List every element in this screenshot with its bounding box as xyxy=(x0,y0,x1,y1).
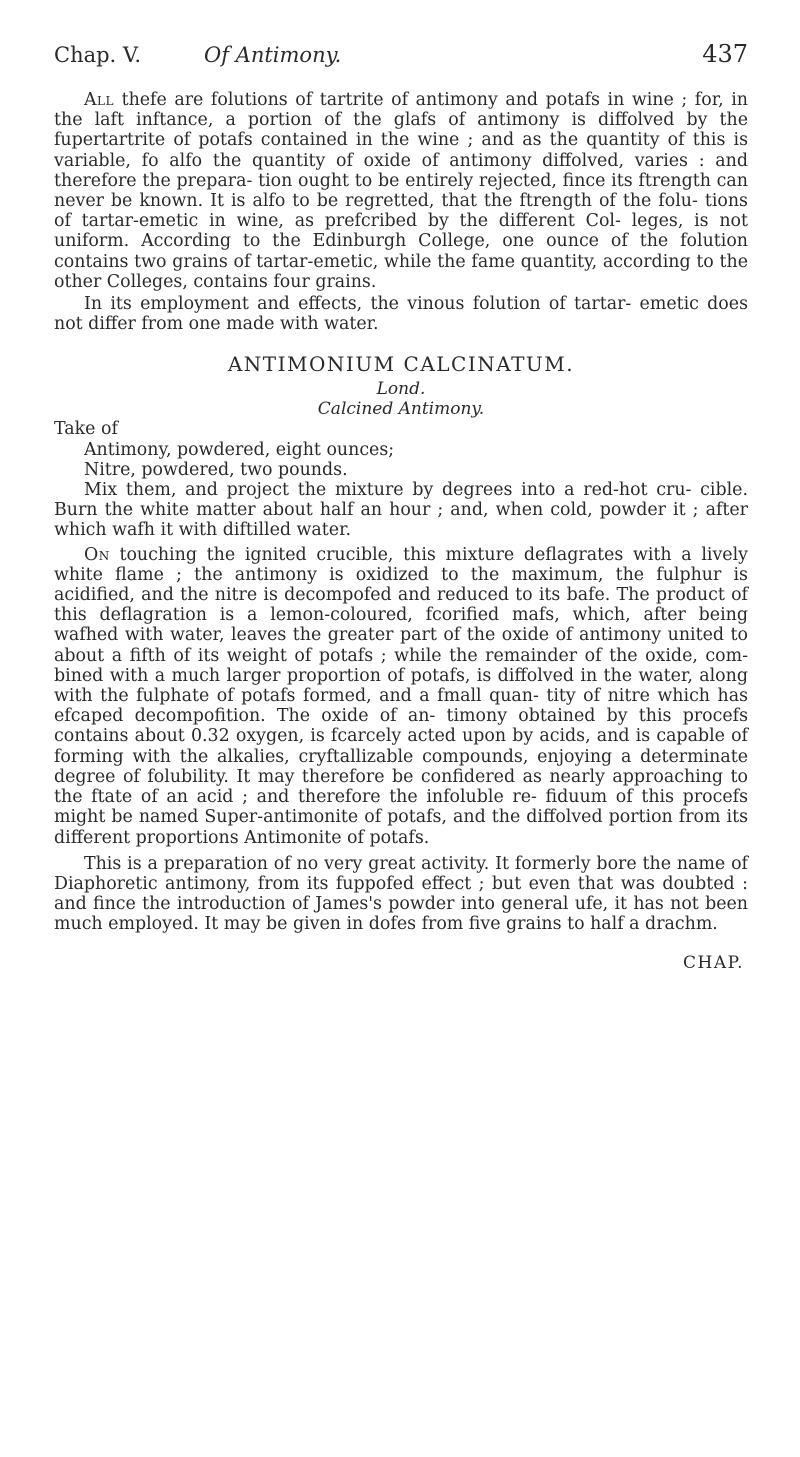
english-name: Calcined Antimony. xyxy=(317,399,485,420)
paragraph-directions: Mix them, and project the mixture by degrees into a red-hot cru- cible. Burn the white matter about half an hour ; and, when cold, powder it ; after which wafh it with diftilled water. xyxy=(54,480,748,541)
paragraph-employment: In its employment and effects, the vinous folution of tartar- emetic does not differ from one made with water. xyxy=(54,294,748,335)
paragraph-preparation-use: This is a preparation of no very great activity. It formerly bore the name of Diaphoretic antimony, from its fuppofed effect ; but even that was doubted : and fince the introduction of James's powder into general ufe, it has not been much employed. It may be given in dofes from five grains to half a drachm. xyxy=(54,853,748,935)
take-of-label: Take of xyxy=(54,419,118,440)
section-heading: ANTIMONIUM CALCINATUM. xyxy=(227,352,575,377)
paragraph-body: thefe are folutions of tartrite of antimony and potafs in wine ; for, in the laft inftance, a portion of the glafs of antimony is diffolved by the fupertartrite of potafs contained in the wine ; and as the quantity of this is variable, fo alfo the quantity of oxide of antimony diffolved, varies : and therefore the prepara- tion ought to be entirely rejected, fince its ftrength can never be known. It is alfo to be regretted, that the ftrength of the folu- tions of tartar-emetic in wine, as prefcribed by the different Col- leges, is not uniform. According to the Edinburgh College, one ounce of the folution contains two grains of tartar-emetic, while the fame quantity, according to the other Colleges, contains four grains. xyxy=(54,90,748,292)
paragraph-wine-solutions xyxy=(54,90,748,292)
pharmacopoeia-source: Lond. xyxy=(376,379,426,400)
paragraph-body: touching the ignited crucible, this mixture deflagrates with a lively white flame ; the antimony is oxidized to the maximum, the fulphur is acidified, and the nitre is decompofed and reduced to its bafe. The product of this deflagration is a lemon-coloured, fcorified mafs, which, after being wafhed with water, leaves the greater part of the oxide of antimony united to about a fifth of its weight of potafs ; while the remainder of the oxide, com- bined with a much larger proportion of potafs, is diffolved in the water, along with the fulphate of potafs formed, and a fmall quan- tity of nitre which has efcaped decompofition. The oxide of an- timony obtained by this procefs contains about 0.32 oxygen, is fcarcely acted upon by acids, and is capable of forming with the alkalies, cryftallizable compounds, enjoying a determinate degree of folubility. It may therefore be confidered as nearly approaching to the ftate of an acid ; and therefore the infoluble re- fiduum of this procefs might be named Super-antimonite of potafs, and the diffolved portion from its different proportions Antimonite of potafs. xyxy=(54,544,748,848)
paragraph-lead-word: On xyxy=(84,544,110,565)
running-head xyxy=(54,32,748,68)
chapter-label: Chap. V. xyxy=(54,43,142,67)
page-number: 437 xyxy=(702,40,748,68)
paragraph-deflagration xyxy=(54,545,748,848)
ingredient-antimony: Antimony, powdered, eight ounces; xyxy=(84,439,395,460)
ingredient-nitre: Nitre, powdered, two pounds. xyxy=(84,459,348,480)
catchword: CHAP. xyxy=(682,952,744,973)
paragraph-lead-word: All xyxy=(84,90,114,110)
chapter-title: Of Antimony. xyxy=(204,43,342,67)
